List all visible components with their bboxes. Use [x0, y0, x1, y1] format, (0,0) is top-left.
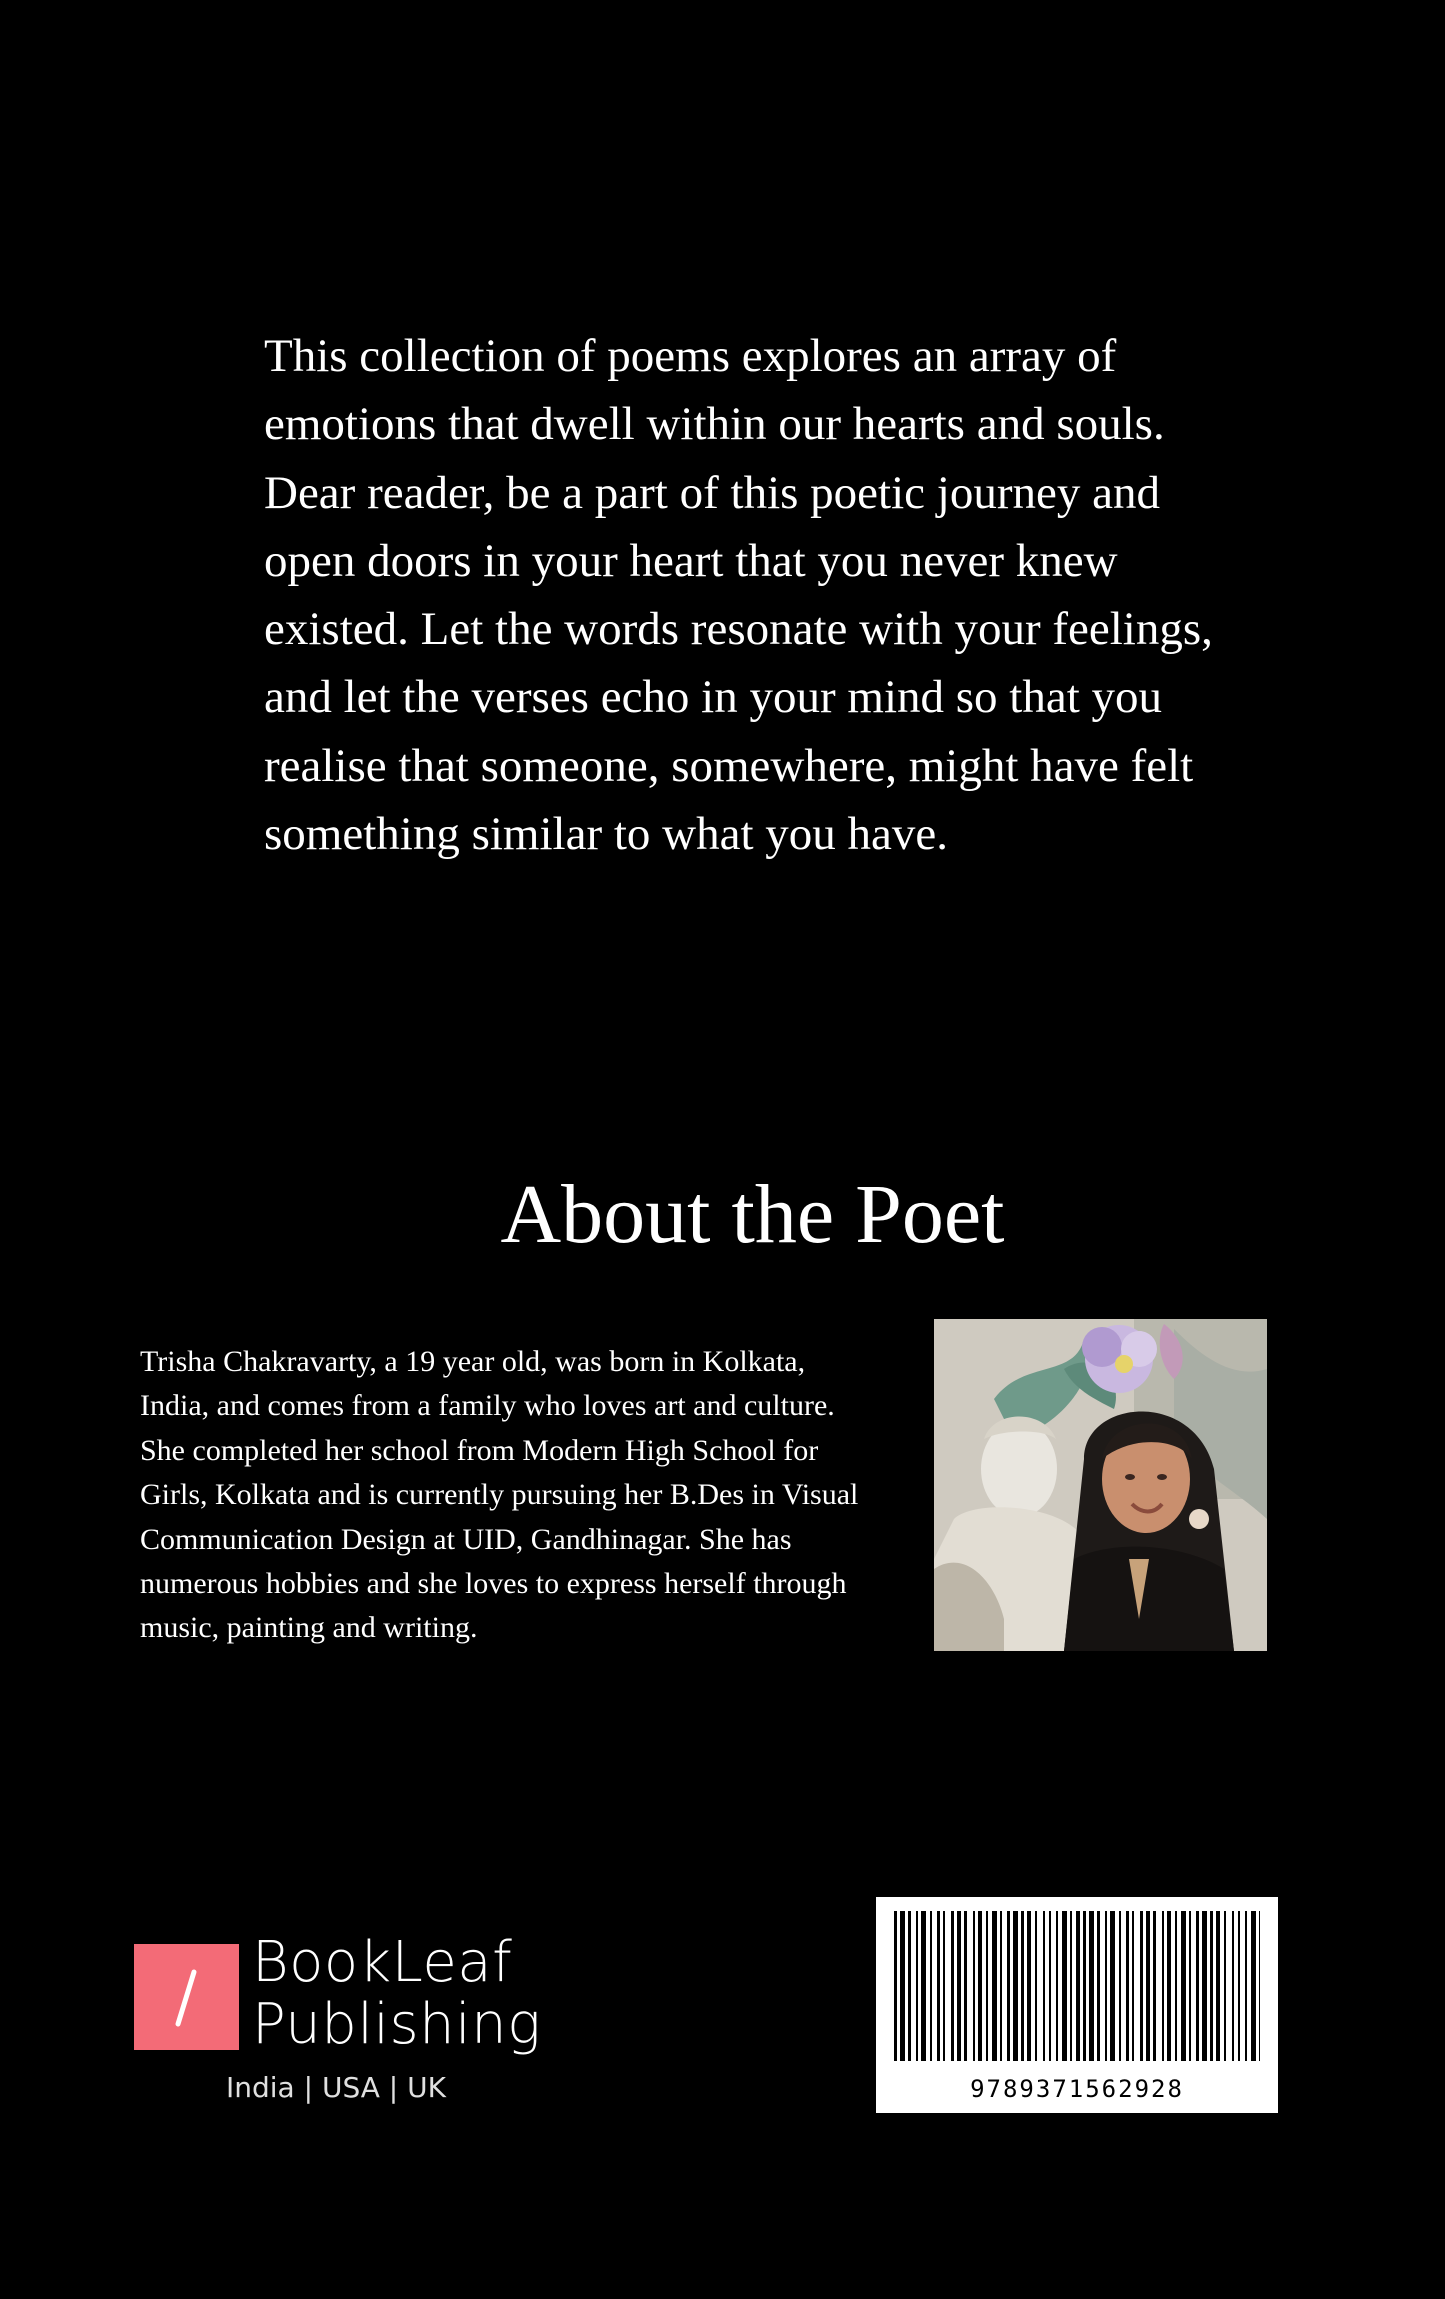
barcode-bar — [1232, 1911, 1234, 2061]
barcode-bar — [1110, 1911, 1115, 2061]
barcode-bar — [937, 1911, 940, 2061]
barcode-bar — [1189, 1911, 1191, 2061]
barcode-bar — [1259, 1911, 1260, 2061]
blurb-paragraph-2: Dear reader, be a part of this poetic journey and open doors in your heart that you never knew existed. Let the words resonate with your feelings, and let the verses echo in your mind so that you realise that someone, somewhere, might have felt something similar to what you have. — [264, 466, 1213, 861]
barcode-bar — [1146, 1911, 1150, 2061]
barcode-bar — [957, 1911, 961, 2061]
barcode-bar — [1162, 1911, 1164, 2061]
publisher-logo-icon — [134, 1944, 239, 2050]
poet-photo-illustration — [934, 1319, 1267, 1651]
barcode-bar — [1035, 1911, 1037, 2061]
barcode-bar — [1056, 1911, 1058, 2061]
barcode-bar — [1083, 1911, 1086, 2061]
barcode-bar — [1216, 1911, 1220, 2061]
back-cover-blurb — [264, 322, 1224, 868]
barcode-bar — [1196, 1911, 1199, 2061]
slash-icon — [134, 1944, 239, 2050]
barcode-bar — [1238, 1911, 1240, 2061]
barcode-bar — [1062, 1911, 1067, 2061]
barcode-bar — [1043, 1911, 1045, 2061]
publisher-name — [252, 1932, 541, 2056]
barcode-bar — [1070, 1911, 1072, 2061]
barcode-bar — [1105, 1911, 1107, 2061]
barcode-bar — [964, 1911, 967, 2061]
barcode-bar — [916, 1911, 918, 2061]
publisher-regions: India | USA | UK — [226, 2071, 446, 2104]
barcode-bar — [1027, 1911, 1031, 2061]
isbn-number: 9789371562928 — [970, 2075, 1184, 2103]
publisher-name-line-2: Publishing — [252, 1992, 542, 2057]
barcode-bar — [1245, 1911, 1247, 2061]
barcode-bar — [1007, 1911, 1010, 2061]
barcode-bar — [1175, 1911, 1177, 2061]
barcode-bar — [1251, 1911, 1256, 2061]
publisher-name-line-1: BookLeaf — [252, 1930, 513, 1995]
blurb-paragraph-1: This collection of poems explores an array of emotions that dwell within our hearts and souls. — [264, 330, 1165, 451]
barcode-bar — [921, 1911, 926, 2061]
poet-bio: Trisha Chakravarty, a 19 year old, was born in Kolkata, India, and comes from a family who loves art and culture. She completed her school from Modern High School for Girls, Kolkata and is currently pursuing her B.Des in Visual Communication Design at UID, Gandhinagar. She has numerous hobbies and she loves to express herself through music, painting and writing. — [140, 1345, 859, 1645]
barcode-bar — [973, 1911, 975, 2061]
barcode-bar — [1181, 1911, 1186, 2061]
barcode-bar — [1049, 1911, 1051, 2061]
barcode-bar — [978, 1911, 982, 2061]
barcode-bar — [1210, 1911, 1213, 2061]
poet-photo — [934, 1319, 1267, 1651]
barcode-bar — [1153, 1911, 1156, 2061]
barcode-bar — [1089, 1911, 1094, 2061]
barcode-bar — [1167, 1911, 1171, 2061]
barcode-bar — [986, 1911, 988, 2061]
barcode-bar — [951, 1911, 954, 2061]
barcode-bar — [1224, 1911, 1226, 2061]
barcode-bar — [930, 1911, 932, 2061]
barcode-bar — [900, 1911, 905, 2061]
barcode-bar — [1076, 1911, 1080, 2061]
barcode-bar — [1021, 1911, 1024, 2061]
barcode — [876, 1897, 1278, 2113]
barcode-bar — [908, 1911, 911, 2061]
barcode-bar — [943, 1911, 945, 2061]
barcode-bar — [1126, 1911, 1129, 2061]
barcode-bar — [992, 1911, 997, 2061]
barcode-bar — [1132, 1911, 1134, 2061]
barcode-bar — [1202, 1911, 1207, 2061]
barcode-bar — [894, 1911, 897, 2061]
barcode-bar — [1140, 1911, 1143, 2061]
barcode-bar — [1013, 1911, 1018, 2061]
barcode-bar — [1097, 1911, 1100, 2061]
about-title: About the Poet — [500, 1168, 1005, 1261]
barcode-bar — [1000, 1911, 1002, 2061]
barcode-bar — [1119, 1911, 1121, 2061]
